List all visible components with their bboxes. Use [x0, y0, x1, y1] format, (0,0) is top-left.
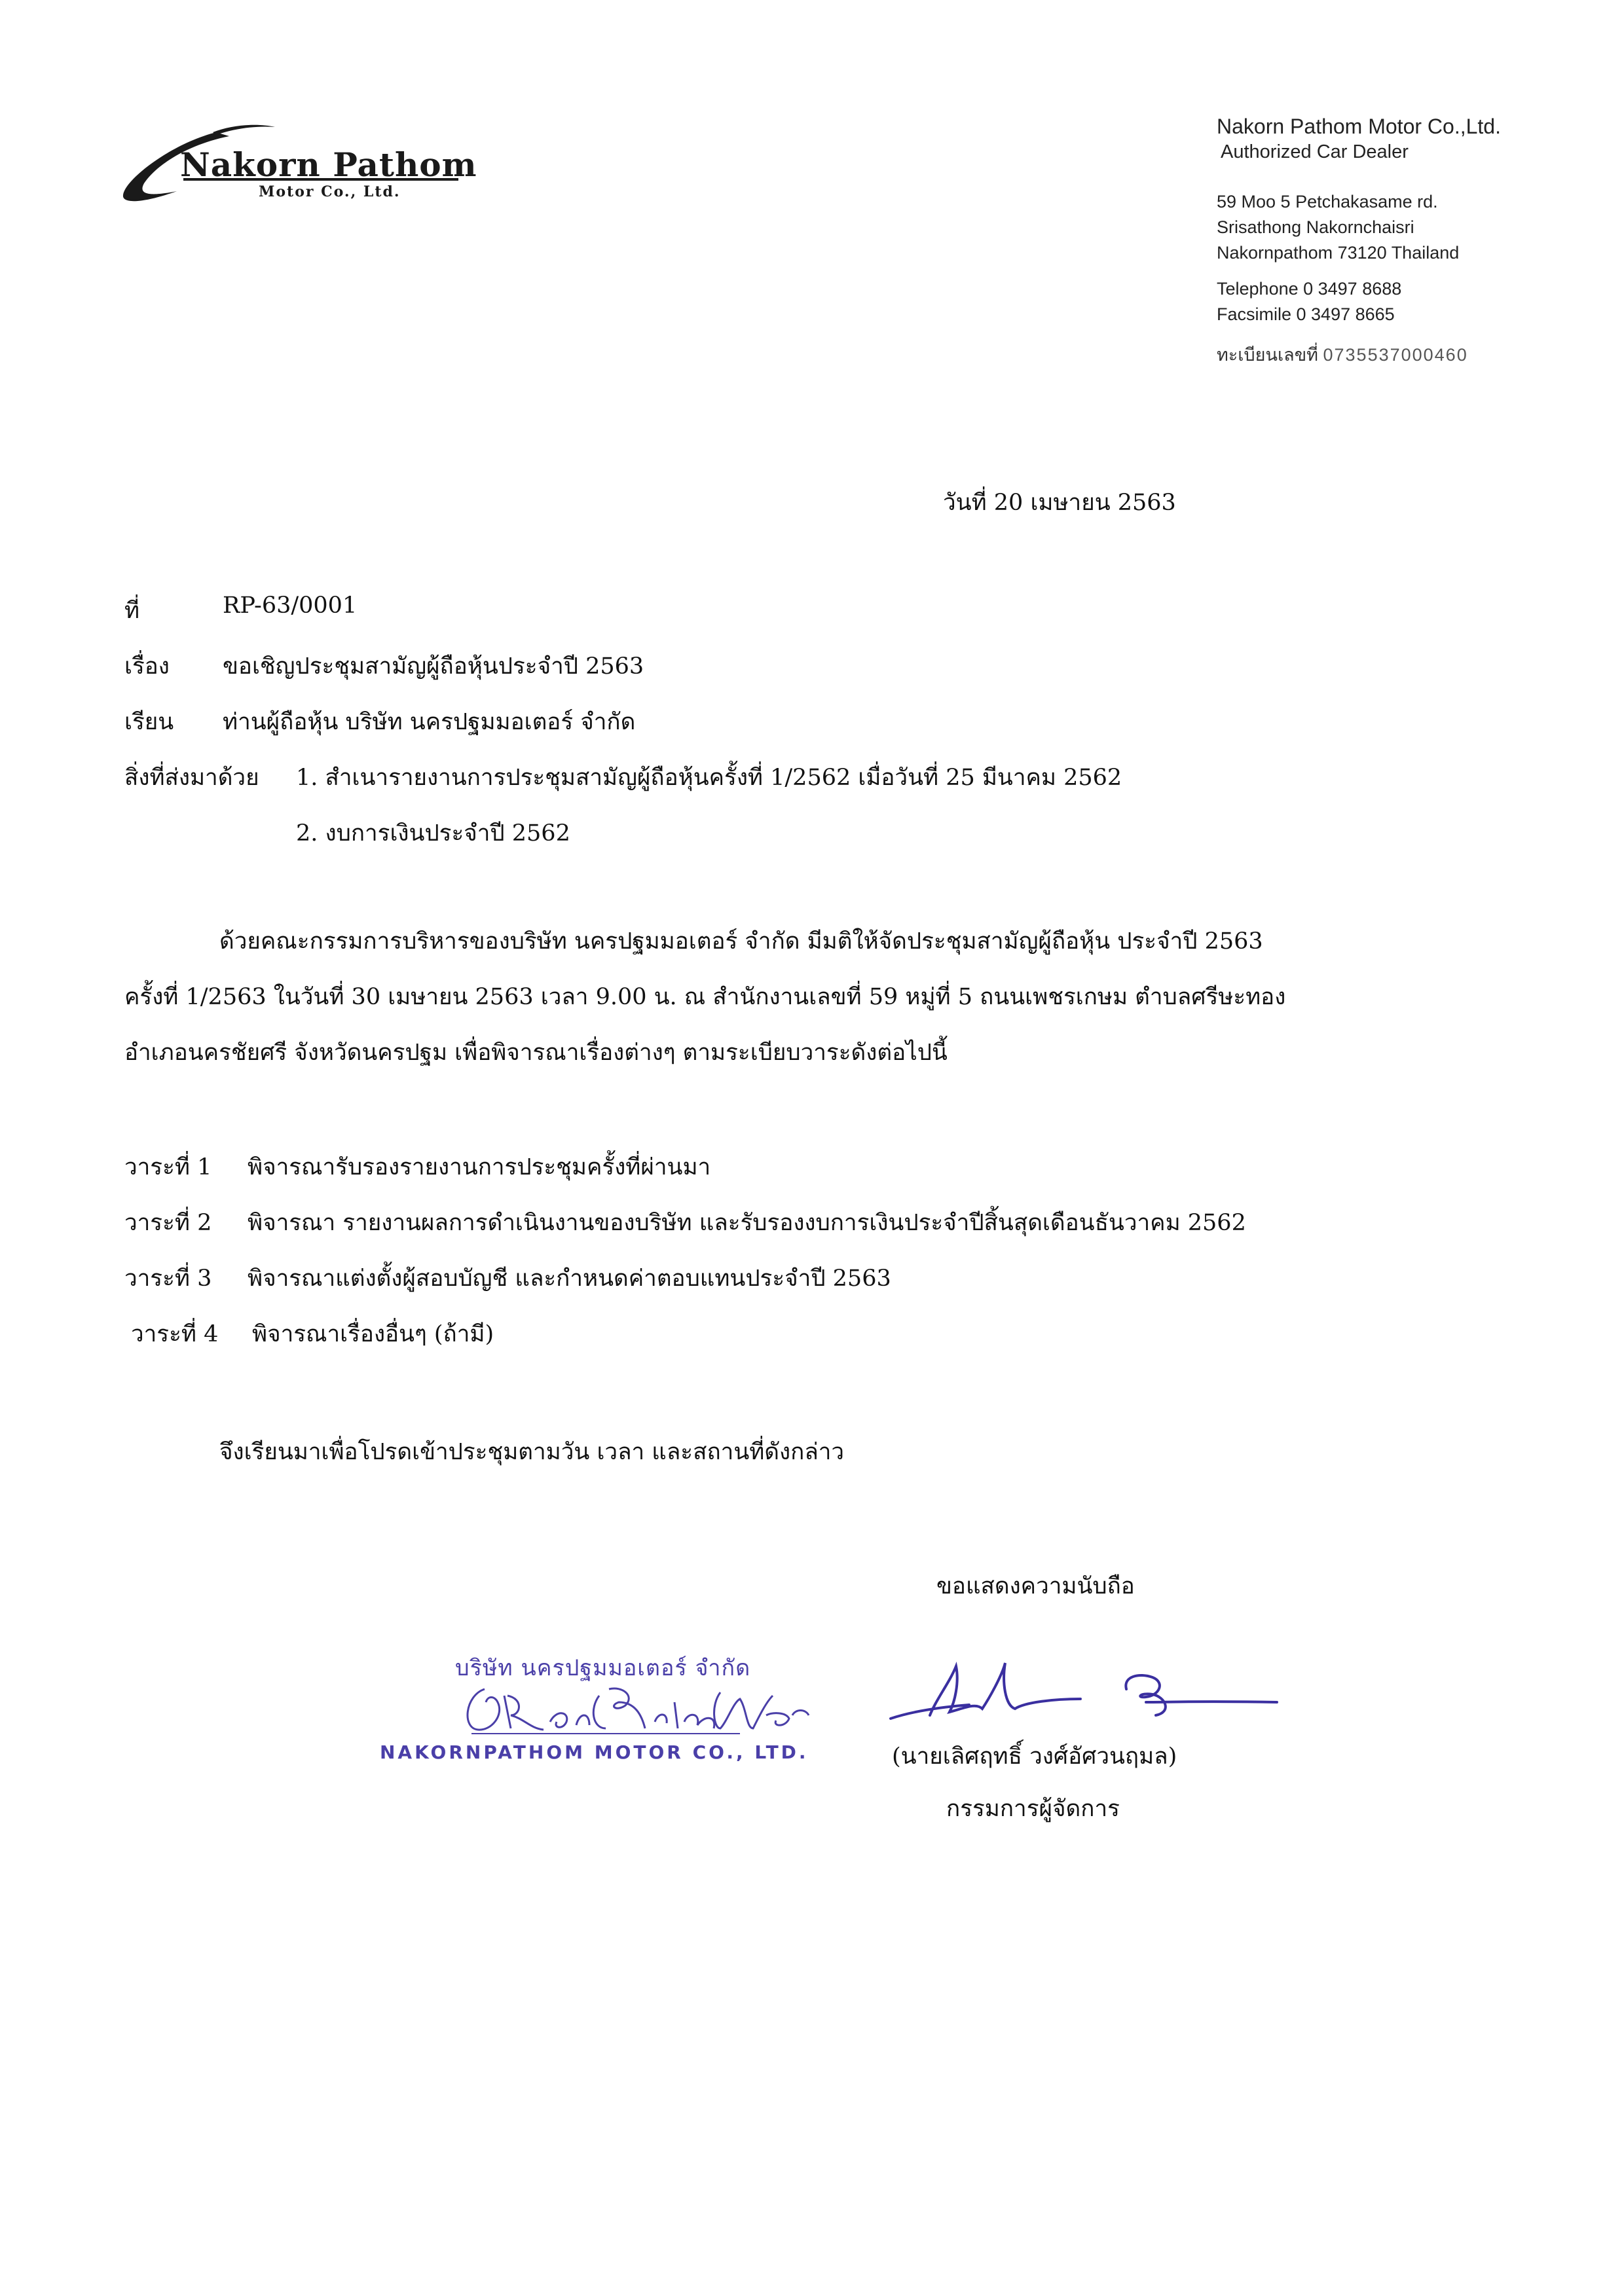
agenda-1-label: วาระที่ 1 [124, 1154, 212, 1180]
enclosure-item-1: 1. สำเนารายงานการประชุมสามัญผู้ถือหุ้นครั้งที่ 1/2562 เมื่อวันที่ 25 มีนาคม 2562 [296, 765, 1122, 791]
company-name: Nakorn Pathom Motor Co.,Ltd. [1217, 115, 1501, 138]
ref-label: ที่ [124, 598, 140, 624]
agenda-2-label: วาระที่ 2 [124, 1210, 212, 1236]
agenda-1-text: พิจารณารับรองรายงานการประชุมครั้งที่ผ่านมา [248, 1154, 711, 1180]
company-stamp [380, 1650, 838, 1781]
address-line-1: 59 Moo 5 Petchakasame rd. [1217, 192, 1438, 211]
telephone: Telephone 0 3497 8688 [1217, 279, 1402, 299]
ref-value: RP-63/0001 [223, 592, 358, 619]
body-line-3: อำเภอนครชัยศรี จังหวัดนครปฐม เพื่อพิจารณาเรื่องต่างๆ ตามระเบียบวาระดังต่อไปนี้ [124, 1040, 948, 1066]
registration [1217, 340, 1583, 369]
subject-label: เรื่อง [124, 653, 170, 680]
signer-title: กรรมการผู้จัดการ [946, 1796, 1120, 1822]
agenda-3-label: วาระที่ 3 [124, 1266, 212, 1292]
regards: ขอแสดงความนับถือ [936, 1573, 1135, 1599]
address-line-3: Nakornpathom 73120 Thailand [1217, 243, 1460, 263]
agenda-2-text: พิจารณา รายงานผลการดำเนินงานของบริษัท และรับรองงบการเงินประจำปีสิ้นสุดเดือนธันวาคม 2562 [248, 1210, 1246, 1236]
company-logo [118, 118, 485, 216]
agenda-4-text: พิจารณาเรื่องอื่นๆ (ถ้ามี) [252, 1321, 494, 1347]
body-line-2: ครั้งที่ 1/2563 ในวันที่ 30 เมษายน 2563 เวลา 9.00 น. ณ สำนักงานเลขที่ 59 หมู่ที่ 5 ถนนเพชรเกษม ตำบลศรีษะทอง [124, 984, 1286, 1010]
company-address-block [1217, 115, 1583, 369]
enclosure-label: สิ่งที่ส่งมาด้วย [124, 765, 259, 791]
body-line-1: ด้วยคณะกรรมการบริหารของบริษัท นครปฐมมอเตอร์ จำกัด มีมติให้จัดประชุมสามัญผู้ถือหุ้น ประจำปี 2563 [219, 928, 1263, 955]
letter-date: วันที่ 20 เมษายน 2563 [943, 490, 1176, 516]
subject-value: ขอเชิญประชุมสามัญผู้ถือหุ้นประจำปี 2563 [223, 653, 644, 680]
agenda-3-text: พิจารณาแต่งตั้งผู้สอบบัญชี และกำหนดค่าตอบแทนประจำปี 2563 [248, 1266, 891, 1292]
company-dealer: Authorized Car Dealer [1221, 141, 1409, 162]
registration-label: ทะเบียนเลขที่ [1217, 345, 1318, 365]
enclosure-item-2: 2. งบการเงินประจำปี 2562 [296, 820, 570, 847]
address-line-2: Srisathong Nakornchaisri [1217, 217, 1414, 237]
closing-line: จึงเรียนมาเพื่อโปรดเข้าประชุมตามวัน เวลา และสถานที่ดังกล่าว [219, 1439, 845, 1465]
manager-signature-icon [884, 1637, 1290, 1735]
facsimile: Facsimile 0 3497 8665 [1217, 304, 1395, 324]
registration-number: 0735537000460 [1323, 345, 1468, 365]
to-label: เรียน [124, 709, 174, 735]
signer-name: (นายเลิศฤทธิ์ วงศ์อัศวนฤมล) [892, 1743, 1177, 1770]
agenda-4-label: วาระที่ 4 [131, 1321, 219, 1347]
to-value: ท่านผู้ถือหุ้น บริษัท นครปฐมมอเตอร์ จำกัด [223, 709, 636, 735]
logo-subtitle: Motor Co., Ltd. [259, 183, 401, 200]
stamp-english-text: NAKORNPATHOM MOTOR CO., LTD. [380, 1741, 809, 1763]
stamp-thai-text: บริษัท นครปฐมมอเตอร์ จำกัด [455, 1655, 751, 1681]
logo-name: Nakorn Pathom [180, 145, 477, 184]
stamp-script-logo-icon [458, 1676, 812, 1741]
